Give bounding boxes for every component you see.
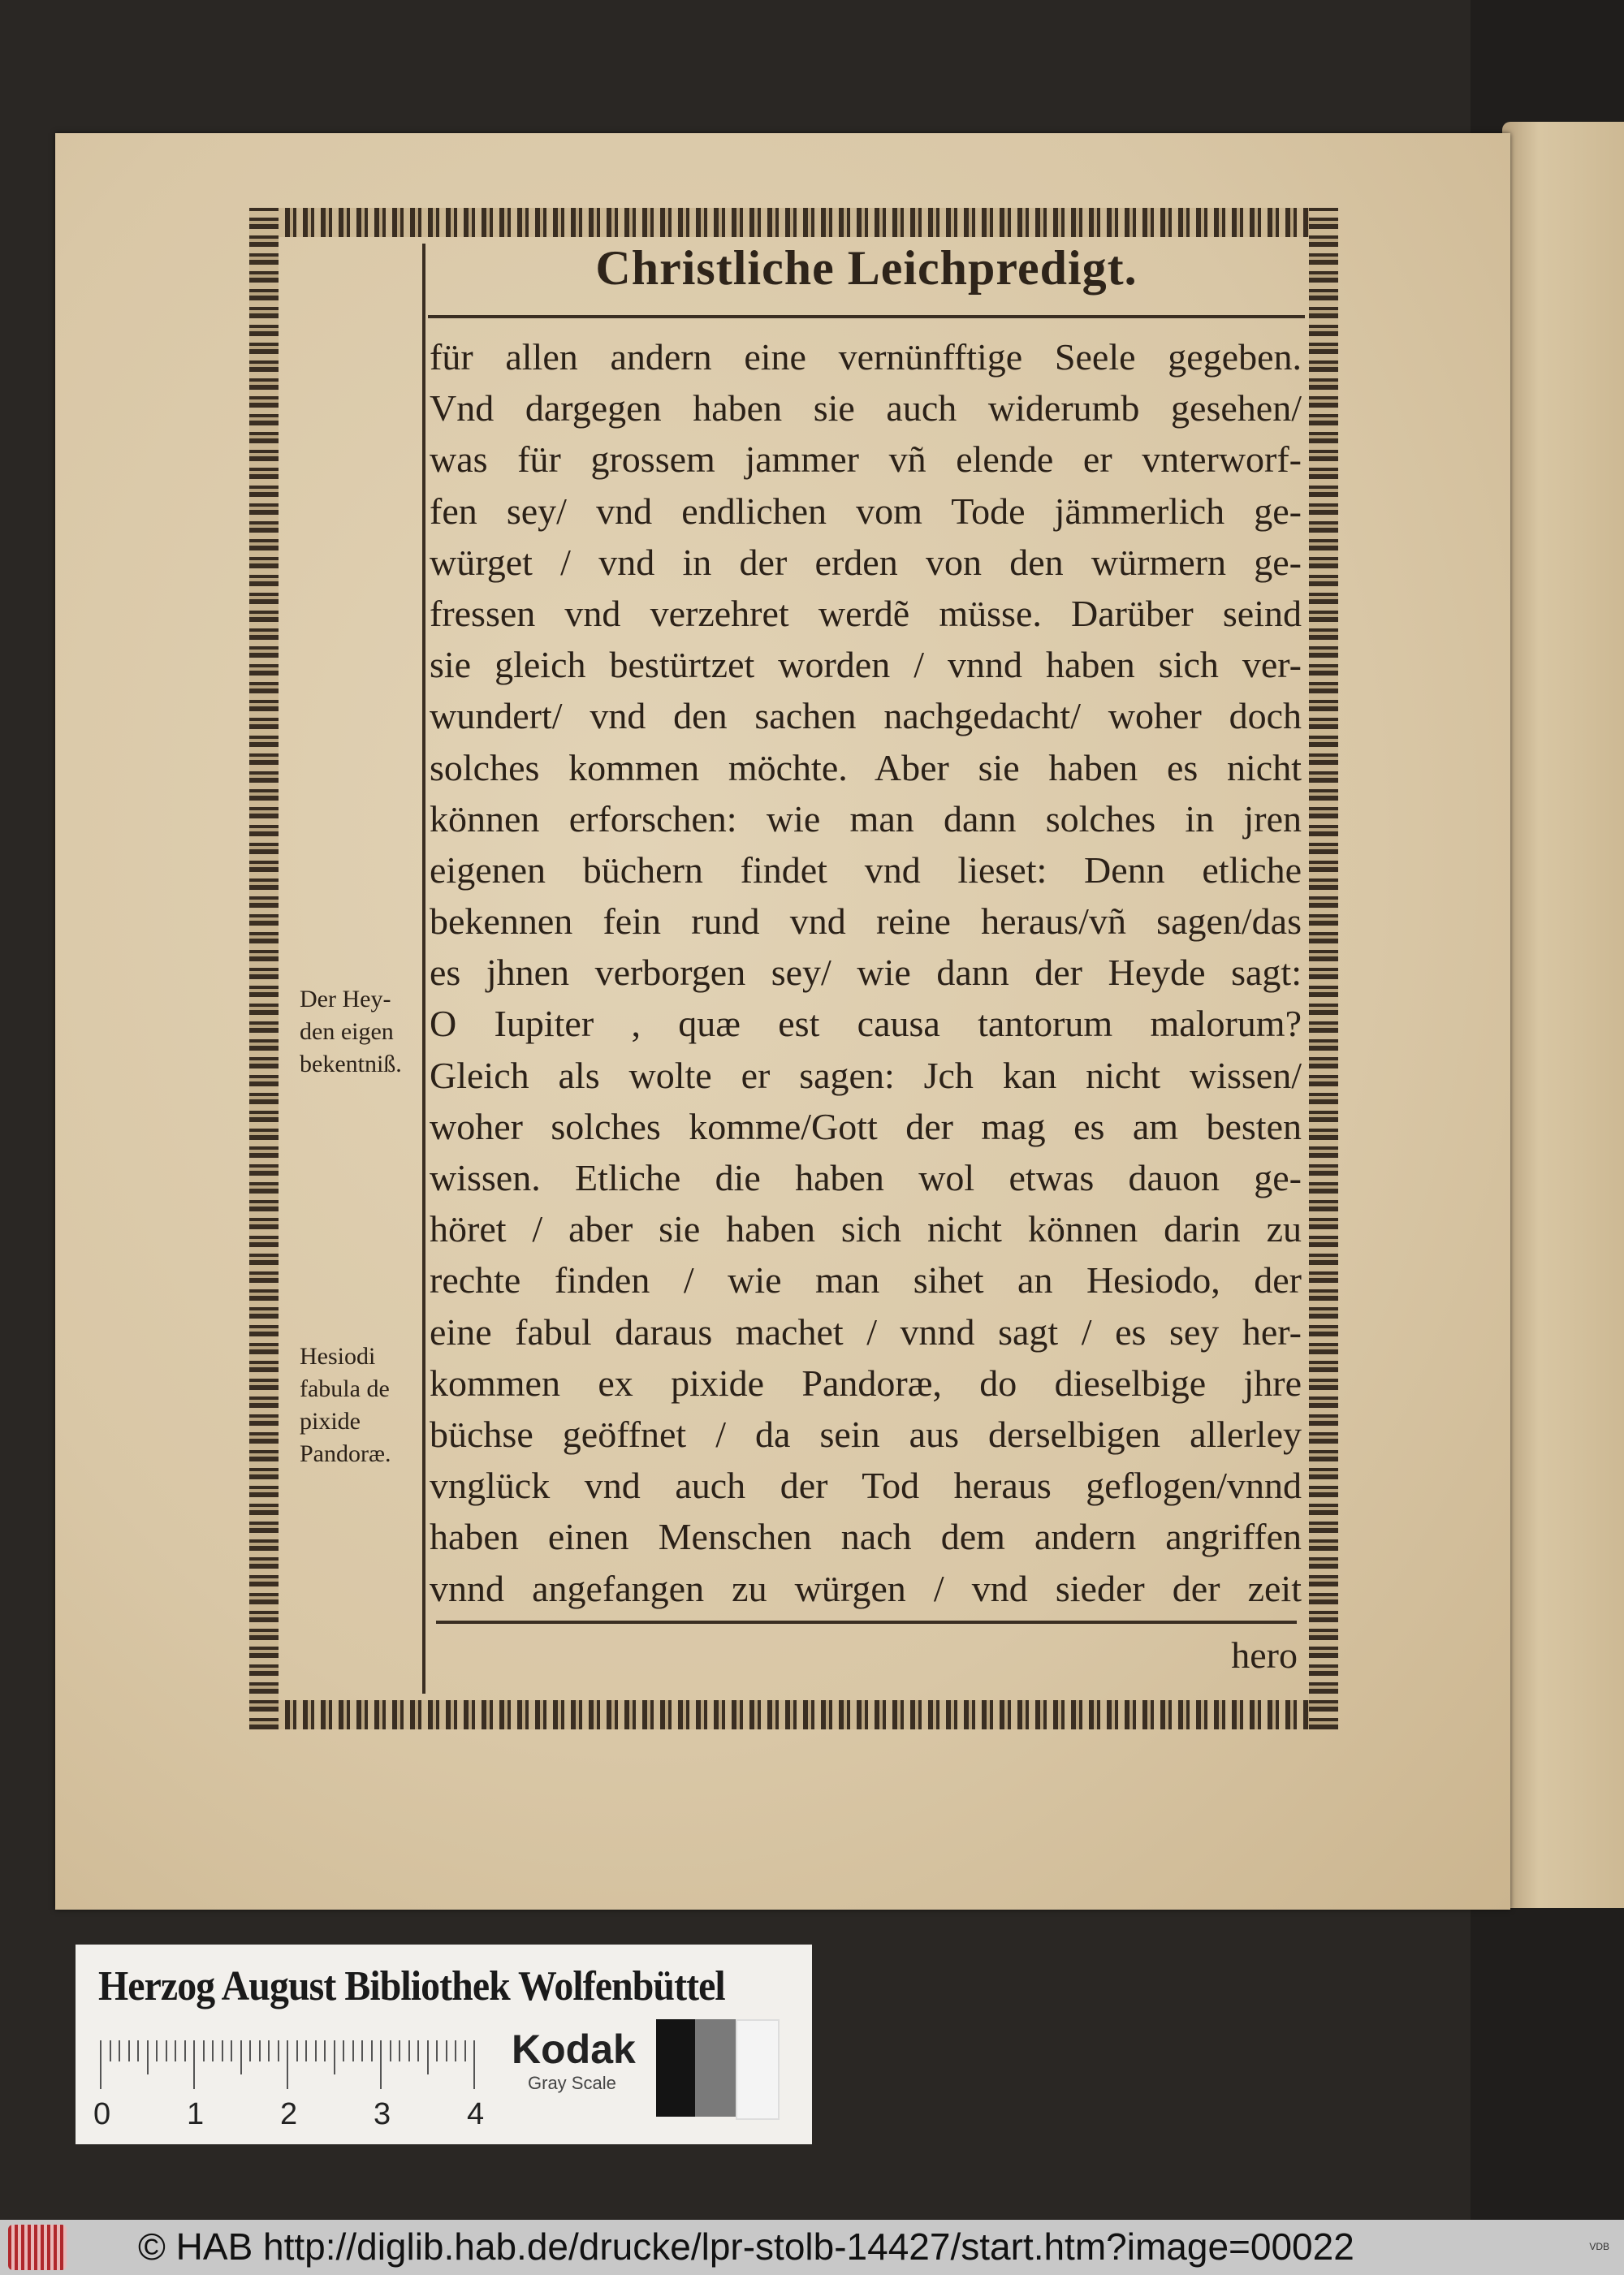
text-line: woher solches komme/Gott der mag es am besten — [430, 1105, 1302, 1147]
text-line: Vnd dargegen haben sie auch widerumb gesehen/ — [430, 387, 1302, 430]
text-line: sie gleich bestürtzet worden / vnnd haben sich ver- — [430, 644, 1302, 686]
margin-note-hesiodi — [300, 1340, 421, 1470]
gray-scale-label: Gray Scale — [528, 2073, 616, 2093]
ruler-tick — [156, 2040, 158, 2061]
border-ornament-bottom — [249, 1700, 1338, 1729]
ruler-tick — [455, 2040, 456, 2061]
ruler-tick — [324, 2040, 326, 2061]
ruler-number: 0 — [93, 2097, 111, 2131]
ruler-number: 2 — [280, 2097, 298, 2131]
ruler-tick — [408, 2040, 410, 2061]
ruler-tick — [222, 2040, 223, 2061]
book-page — [55, 133, 1510, 1910]
ruler-tick — [287, 2040, 288, 2089]
text-line: eine fabul daraus machet / vnnd sagt / es sey her- — [430, 1310, 1302, 1353]
text-line: rechte finden / wie man sihet an Hesiodo, der — [430, 1259, 1302, 1302]
text-line: eigenen büchern findet vnd lieset: Denn etliche — [430, 848, 1302, 891]
text-line: wissen. Etliche die haben wol etwas dauon ge- — [430, 1157, 1302, 1198]
hab-logo-icon — [8, 2225, 67, 2270]
cm-ruler — [93, 2040, 485, 2138]
ruler-tick — [119, 2040, 120, 2061]
text-line: O Iupiter , quæ est causa tantorum malorum? — [430, 1003, 1302, 1045]
text-line: Gleich als wolte er sagen: Jch kan nicht wissen/ — [430, 1054, 1302, 1096]
ruler-tick — [315, 2040, 317, 2061]
running-title: Christliche Leichpredigt. — [595, 241, 1138, 295]
text-line: kommen ex pixide Pandoræ, do dieselbige jhre — [430, 1362, 1302, 1404]
ruler-tick — [352, 2040, 354, 2061]
ruler-tick — [212, 2040, 214, 2061]
ruler-tick — [184, 2040, 186, 2061]
footer-mini-mark: VDB — [1589, 2241, 1609, 2252]
ruler-number: 1 — [187, 2097, 205, 2131]
text-line: bekennen fein rund vnd reine heraus/vñ sagen/das — [430, 900, 1302, 943]
swatch-white — [736, 2019, 780, 2120]
ruler-tick — [417, 2040, 419, 2061]
ruler-tick — [240, 2040, 242, 2074]
text-line: würget / vnd in der erden von den würmern ge- — [430, 541, 1302, 583]
ruler-number: 3 — [374, 2097, 391, 2131]
ruler-tick — [147, 2040, 149, 2074]
swatch-black — [656, 2019, 695, 2117]
text-line: es jhnen verborgen sey/ wie dann der Heyde sagt: — [430, 952, 1302, 994]
ruler-tick — [446, 2040, 447, 2061]
text-line: wundert/ vnd den sachen nachgedacht/ woher doch — [430, 695, 1302, 737]
ruler-tick — [380, 2040, 382, 2089]
ruler-tick — [305, 2040, 307, 2061]
margin-note-line: den eigen — [300, 1018, 394, 1045]
ruler-tick — [427, 2040, 429, 2074]
catchword: hero — [1231, 1634, 1298, 1676]
footer-copyright-link[interactable]: © HAB http://diglib.hab.de/drucke/lpr-stolb-14427/start.htm?image=00022 — [138, 2225, 1354, 2268]
ruler-number: 4 — [467, 2097, 485, 2131]
ruler-tick — [128, 2040, 130, 2061]
ruler-tick — [166, 2040, 167, 2061]
border-ornament-right — [1309, 208, 1338, 1729]
ruler-tick — [231, 2040, 232, 2061]
text-line: vnglück vnd auch der Tod heraus geflogen/vnnd — [430, 1465, 1302, 1507]
ruler-tick — [268, 2040, 270, 2061]
border-ornament-top — [249, 208, 1338, 237]
ruler-tick — [203, 2040, 205, 2061]
ruler-tick — [399, 2040, 400, 2061]
margin-note-line: bekentniß. — [300, 1051, 402, 1077]
text-line: fressen vnd verzehret werdẽ müsse. Darüber seind — [430, 592, 1302, 634]
ornamental-frame — [249, 208, 1338, 1729]
text-line: büchse geöffnet / da sein aus derselbigen allerley — [430, 1413, 1302, 1455]
ruler-tick — [137, 2040, 139, 2061]
ruler-tick — [193, 2040, 195, 2089]
text-line: für allen andern eine vernünfftige Seele gegeben. — [430, 336, 1302, 378]
ruler-tick — [464, 2040, 466, 2061]
ruler-tick — [110, 2040, 111, 2061]
margin-note-line: fabula de — [300, 1375, 390, 1402]
ruler-tick — [361, 2040, 363, 2061]
ruler-tick — [100, 2040, 102, 2089]
margin-note-line: Der Hey- — [300, 986, 391, 1012]
margin-note-line: Hesiodi — [300, 1343, 376, 1370]
text-line: was für grossem jammer vñ elende er vnterworf- — [430, 438, 1302, 481]
ruler-tick — [390, 2040, 391, 2061]
border-ornament-left — [249, 208, 279, 1729]
text-line: vnnd angefangen zu würgen / vnd sieder der zeit — [430, 1567, 1302, 1609]
text-line: solches kommen möchte. Aber sie haben es nicht — [430, 746, 1302, 788]
library-name: Herzog August Bibliothek Wolfenbüttel — [98, 1963, 725, 2010]
margin-note-line: pixide — [300, 1408, 361, 1435]
ruler-tick — [436, 2040, 438, 2061]
margin-note-heyden — [300, 983, 421, 1081]
ruler-tick — [259, 2040, 261, 2061]
ruler-tick — [334, 2040, 335, 2074]
ruler-tick — [473, 2040, 475, 2089]
text-line: können erforschen: wie man dann solches in jren — [430, 797, 1302, 840]
ruler-tick — [343, 2040, 344, 2061]
text-line: haben einen Menschen nach dem andern angriffen — [430, 1516, 1302, 1558]
bottom-rule — [436, 1621, 1297, 1624]
ruler-tick — [371, 2040, 373, 2061]
kodak-logo: Kodak — [512, 2027, 636, 2072]
ruler-tick — [278, 2040, 279, 2061]
next-page-edge — [1502, 122, 1624, 1908]
text-line: fen sey/ vnd endlichen vom Tode jämmerlich ge- — [430, 490, 1302, 532]
ruler-tick — [249, 2040, 251, 2061]
margin-note-line: Pandoræ. — [300, 1440, 391, 1467]
margin-divider — [422, 244, 425, 1694]
swatch-gray — [695, 2019, 736, 2117]
body-text — [430, 331, 1302, 1614]
ruler-tick — [175, 2040, 176, 2061]
color-calibration-card — [76, 1945, 812, 2144]
ruler-tick — [296, 2040, 298, 2061]
footer-bar — [0, 2220, 1624, 2275]
title-rule — [428, 315, 1305, 318]
text-line: höret / aber sie haben sich nicht können darin zu — [430, 1208, 1302, 1250]
